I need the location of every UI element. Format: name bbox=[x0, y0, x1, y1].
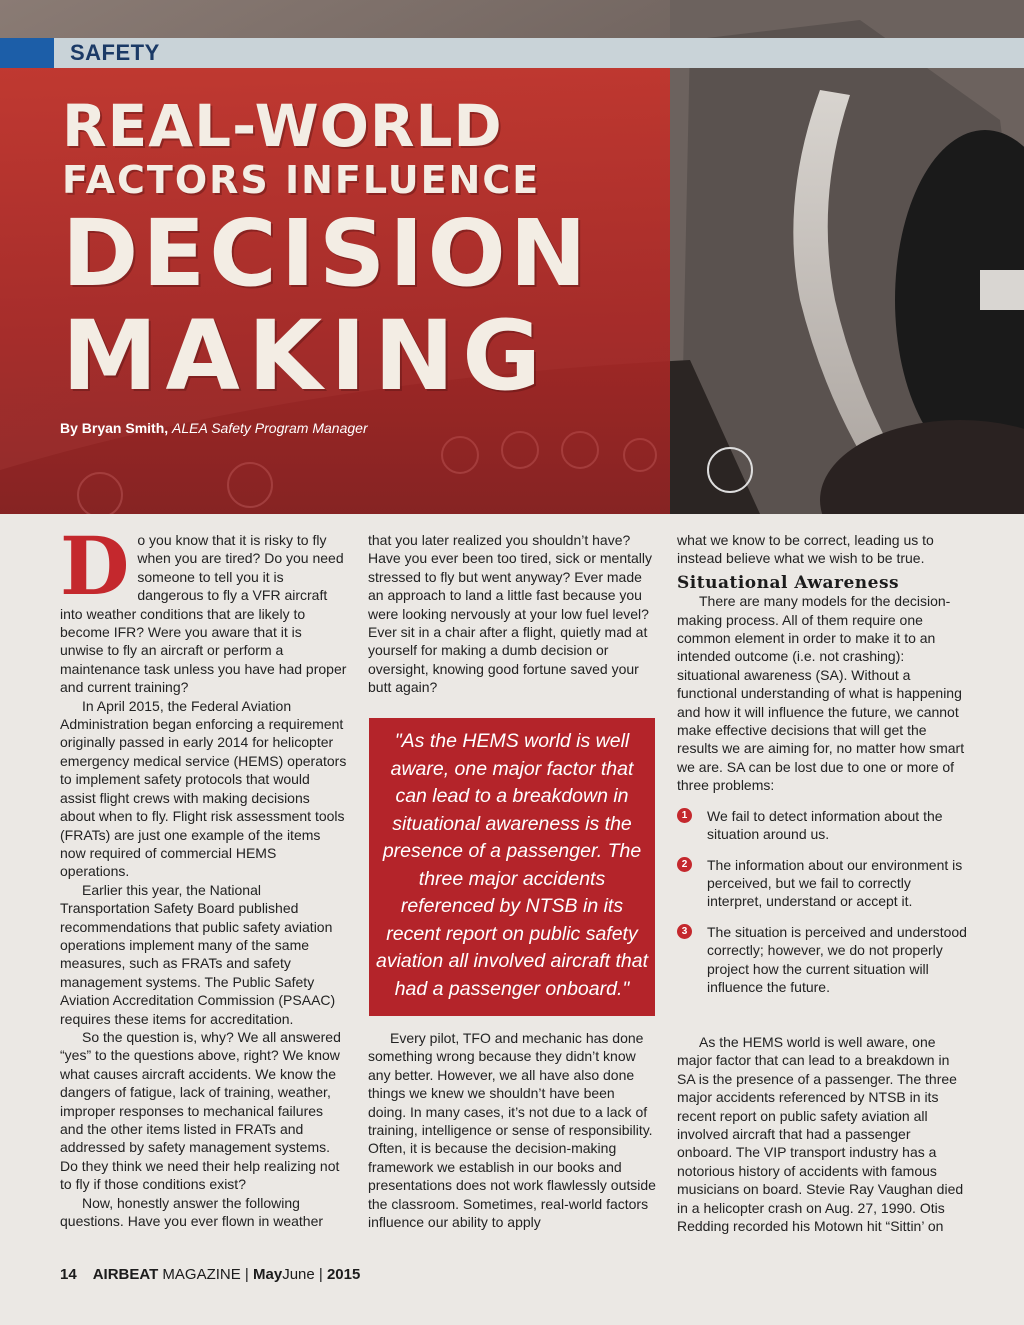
number-bullet-icon: 3 bbox=[677, 924, 692, 939]
author-role: ALEA Safety Program Manager bbox=[172, 420, 368, 436]
paragraph: So the question is, why? We all answered “yes” to the questions above, right? We know what causes aircraft accidents. We know the dangers of fatigue, lack of training, weather, improper responses to mechanical failures and the other items listed in FRATs and addressed by safety management systems. Do they think we need their help realizing not to fly if those conditions exist? bbox=[60, 1028, 341, 1193]
drop-cap: D bbox=[60, 519, 130, 613]
subheading: Situational Awareness bbox=[677, 572, 900, 593]
paragraph: Earlier this year, the National Transportation Safety Board published recommendations that public safety aviation operations implement many of the same measures, such as FRATs and safety management systems. The Public Safety Aviation Accreditation Commission (PSAAC) requires these items for accreditation. bbox=[60, 881, 336, 1027]
paragraph: In April 2015, the Federal Aviation Administration began enforcing a requirement originally passed in early 2014 for helicopter emergency medical service (HEMS) operators to implement safety protocols that would assist flight crews with making decisions about when to fly. Flight risk assessment tools (FRATs) are just one example of the items now required of commercial HEMS operations. bbox=[60, 697, 347, 880]
paragraph: There are many models for the decision-making process. All of them require one common element in order to make it to an intended outcome (i.e. not crashing): situational awareness (SA). Without a functional understanding of what is happening and how it will influence the future, we cannot make effective decisions that will get the results we are aiming for, no matter how smart we are. SA can be lost due to one or more of three problems: bbox=[677, 593, 965, 794]
issue-year: 2015 bbox=[326, 1266, 361, 1283]
column-3 bbox=[677, 531, 967, 996]
headline-line-1: REAL-WORLD bbox=[62, 92, 503, 160]
paragraph: Now, honestly answer the following questions. Have you ever flown in weather bbox=[60, 1194, 324, 1230]
paragraph: what we know to be correct, leading us to instead believe what we wish to be true. bbox=[677, 532, 934, 567]
section-tab bbox=[0, 38, 54, 68]
list-item bbox=[677, 923, 967, 997]
column-2-bottom bbox=[368, 1029, 656, 1231]
headline-line-4: MAKING bbox=[62, 300, 550, 412]
issue-month: June | bbox=[282, 1266, 327, 1283]
issue-month-bold: May bbox=[253, 1266, 283, 1283]
section-label: SAFETY bbox=[70, 40, 160, 65]
column-1 bbox=[60, 519, 348, 1230]
byline bbox=[60, 420, 368, 436]
column-2 bbox=[368, 531, 656, 697]
headline-line-3: DECISION bbox=[62, 200, 591, 307]
paragraph: Every pilot, TFO and mechanic has done something wrong because they didn’t know any better. However, we all have also done things we knew we shouldn’t have been doing. In many cases, it’s not due to a lack of training, intelligence or sense of responsibility. Often, it is because the decision-making framework we establish in our books and presentations does not work flawlessly outside the classroom. Sometimes, real-world factors influence our ability to apply bbox=[368, 1030, 656, 1231]
paragraph: As the HEMS world is well aware, one major factor that can lead to a breakdown in SA is the presence of a passenger. The three major accidents referenced by NTSB in its recent report on public safety aviation all involved aircraft that had a passenger onboard. The VIP transport industry has a notorious history of accidents with famous musicians on board. Stevie Ray Vaughan died in a helicopter crash on Aug. 27, 1990. Otis Redding recorded his Motown hit “Sittin’ on bbox=[677, 1034, 964, 1235]
list-text: The information about our environment is perceived, but we fail to correctly interpret, understand or accept it. bbox=[707, 856, 963, 910]
list-text: We fail to detect information about the situation around us. bbox=[707, 807, 943, 843]
page-number: 14 bbox=[60, 1266, 77, 1283]
headline-line-2: FACTORS INFLUENCE bbox=[62, 158, 541, 202]
hero-image bbox=[0, 0, 1024, 514]
number-bullet-icon: 2 bbox=[677, 857, 692, 872]
column-3-bottom bbox=[677, 1033, 967, 1235]
paragraph: o you know that it is risky to fly when you are tired? Do you need someone to tell you it is dangerous to fly a VFR aircraft into weather conditions that are likely to become IFR? Were you aware that it is unwise to fly an aircraft or perform a maintenance task unless you have had proper and current training? bbox=[60, 532, 347, 696]
author-name: By Bryan Smith, bbox=[60, 420, 169, 436]
paragraph: that you later realized you shouldn’t have? Have you ever been too tired, sick or mentally stressed to fly but went anyway? Ever made an approach to land a little fast because you were looking nervously at your low fuel level? Ever sit in a chair after a flight, quietly mad at yourself for making a dumb decision or oversight, knowing good fortune saved your butt again? bbox=[368, 532, 653, 696]
list-item bbox=[677, 807, 967, 844]
magazine-brand: AIRBEAT bbox=[92, 1266, 159, 1283]
list-item bbox=[677, 856, 967, 911]
page-footer bbox=[60, 1266, 360, 1283]
pull-quote: "As the HEMS world is well aware, one major factor that can lead to a breakdown in situational awareness is the presence of a passenger. The three major accidents referenced by NTSB in its recent report on public safety aviation all involved aircraft that had a passenger onboard." bbox=[369, 718, 655, 1016]
list-text: The situation is perceived and understood correctly; however, we do not properly project how the current situation will influence the future. bbox=[707, 923, 967, 995]
magazine-label: MAGAZINE | bbox=[158, 1266, 253, 1283]
number-bullet-icon: 1 bbox=[677, 808, 692, 823]
